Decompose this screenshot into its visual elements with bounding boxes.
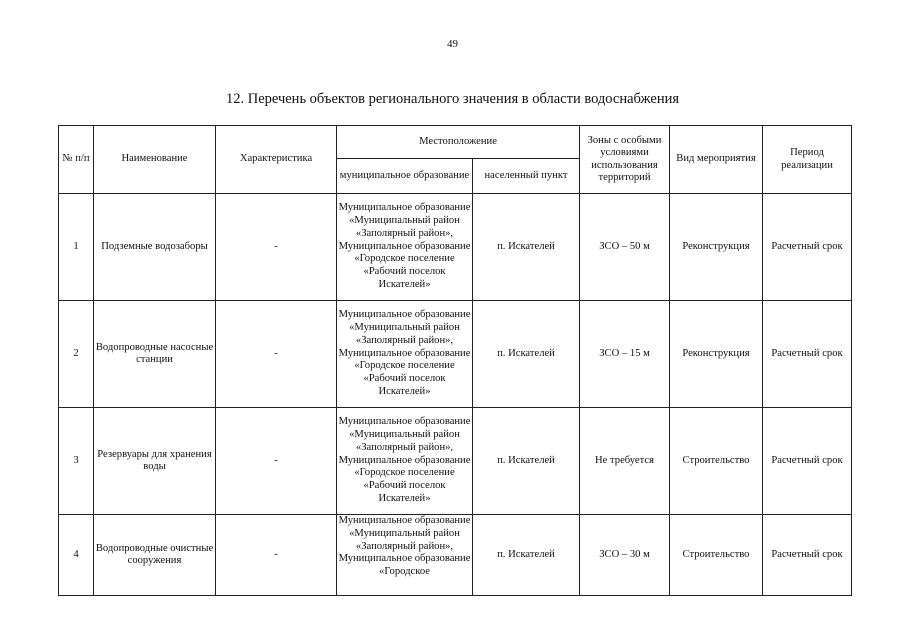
- cell-name: Резервуары для хранения воды: [94, 408, 216, 515]
- table-row: [59, 194, 852, 301]
- page-number: 49: [447, 38, 458, 50]
- cell-municipality: Муниципальное образование «Муниципальный район «Заполярный район», Муниципальное образование «Городское поселение «Рабочий поселок Искателей»: [337, 194, 473, 301]
- table-row: [59, 408, 852, 515]
- header-num: № п/п: [59, 126, 94, 194]
- cell-municipality: Муниципальное образование «Муниципальный район «Заполярный район», Муниципальное образование «Городское поселение «Рабочий поселок Искателей»: [337, 301, 473, 408]
- cell-zone: Не требуется: [580, 408, 670, 515]
- cell-name: Подземные водозаборы: [94, 194, 216, 301]
- cell-name: Водопроводные насосные станции: [94, 301, 216, 408]
- cell-characteristic: -: [216, 301, 337, 408]
- cell-characteristic: -: [216, 515, 337, 596]
- table-row: [59, 301, 852, 408]
- header-location: Местоположение: [337, 126, 580, 159]
- cell-activity: Строительство: [670, 515, 763, 596]
- header-characteristic: Характеристика: [216, 126, 337, 194]
- cell-period: Расчетный срок: [763, 515, 852, 596]
- cell-municipality: [337, 515, 473, 596]
- cell-period: Расчетный срок: [763, 194, 852, 301]
- header-settlement: населенный пункт: [473, 159, 580, 194]
- cell-municipality: Муниципальное образование «Муниципальный район «Заполярный район», Муниципальное образование «Городское поселение «Рабочий поселок Искателей»: [337, 408, 473, 515]
- cell-activity: Реконструкция: [670, 301, 763, 408]
- cell-activity: Реконструкция: [670, 194, 763, 301]
- cell-characteristic: -: [216, 194, 337, 301]
- cell-settlement: п. Искателей: [473, 515, 580, 596]
- cell-zone: ЗСО – 15 м: [580, 301, 670, 408]
- cell-name: Водопроводные очистные сооружения: [94, 515, 216, 596]
- header-name: Наименование: [94, 126, 216, 194]
- header-municipality: муниципальное образование: [337, 159, 473, 194]
- cell-num: 1: [59, 194, 94, 301]
- table-row: [59, 515, 852, 596]
- cell-settlement: п. Искателей: [473, 301, 580, 408]
- cell-settlement: п. Искателей: [473, 408, 580, 515]
- header-period: Период реализации: [763, 126, 852, 194]
- water-supply-objects-table: [58, 125, 852, 596]
- cell-period: Расчетный срок: [763, 301, 852, 408]
- cell-zone: ЗСО – 50 м: [580, 194, 670, 301]
- cell-settlement: п. Искателей: [473, 194, 580, 301]
- cell-activity: Строительство: [670, 408, 763, 515]
- cell-num: 3: [59, 408, 94, 515]
- header-activity: Вид мероприятия: [670, 126, 763, 194]
- document-title: 12. Перечень объектов регионального значения в области водоснабжения: [225, 91, 680, 107]
- cell-num: 4: [59, 515, 94, 596]
- cell-num: 2: [59, 301, 94, 408]
- cell-characteristic: -: [216, 408, 337, 515]
- header-zones: Зоны с особыми условиями использования территорий: [580, 126, 670, 194]
- cell-zone: ЗСО – 30 м: [580, 515, 670, 596]
- cell-municipality-text: Муниципальное образование «Муниципальный район «Заполярный район», Муниципальное образование «Городское: [338, 515, 471, 578]
- cell-period: Расчетный срок: [763, 408, 852, 515]
